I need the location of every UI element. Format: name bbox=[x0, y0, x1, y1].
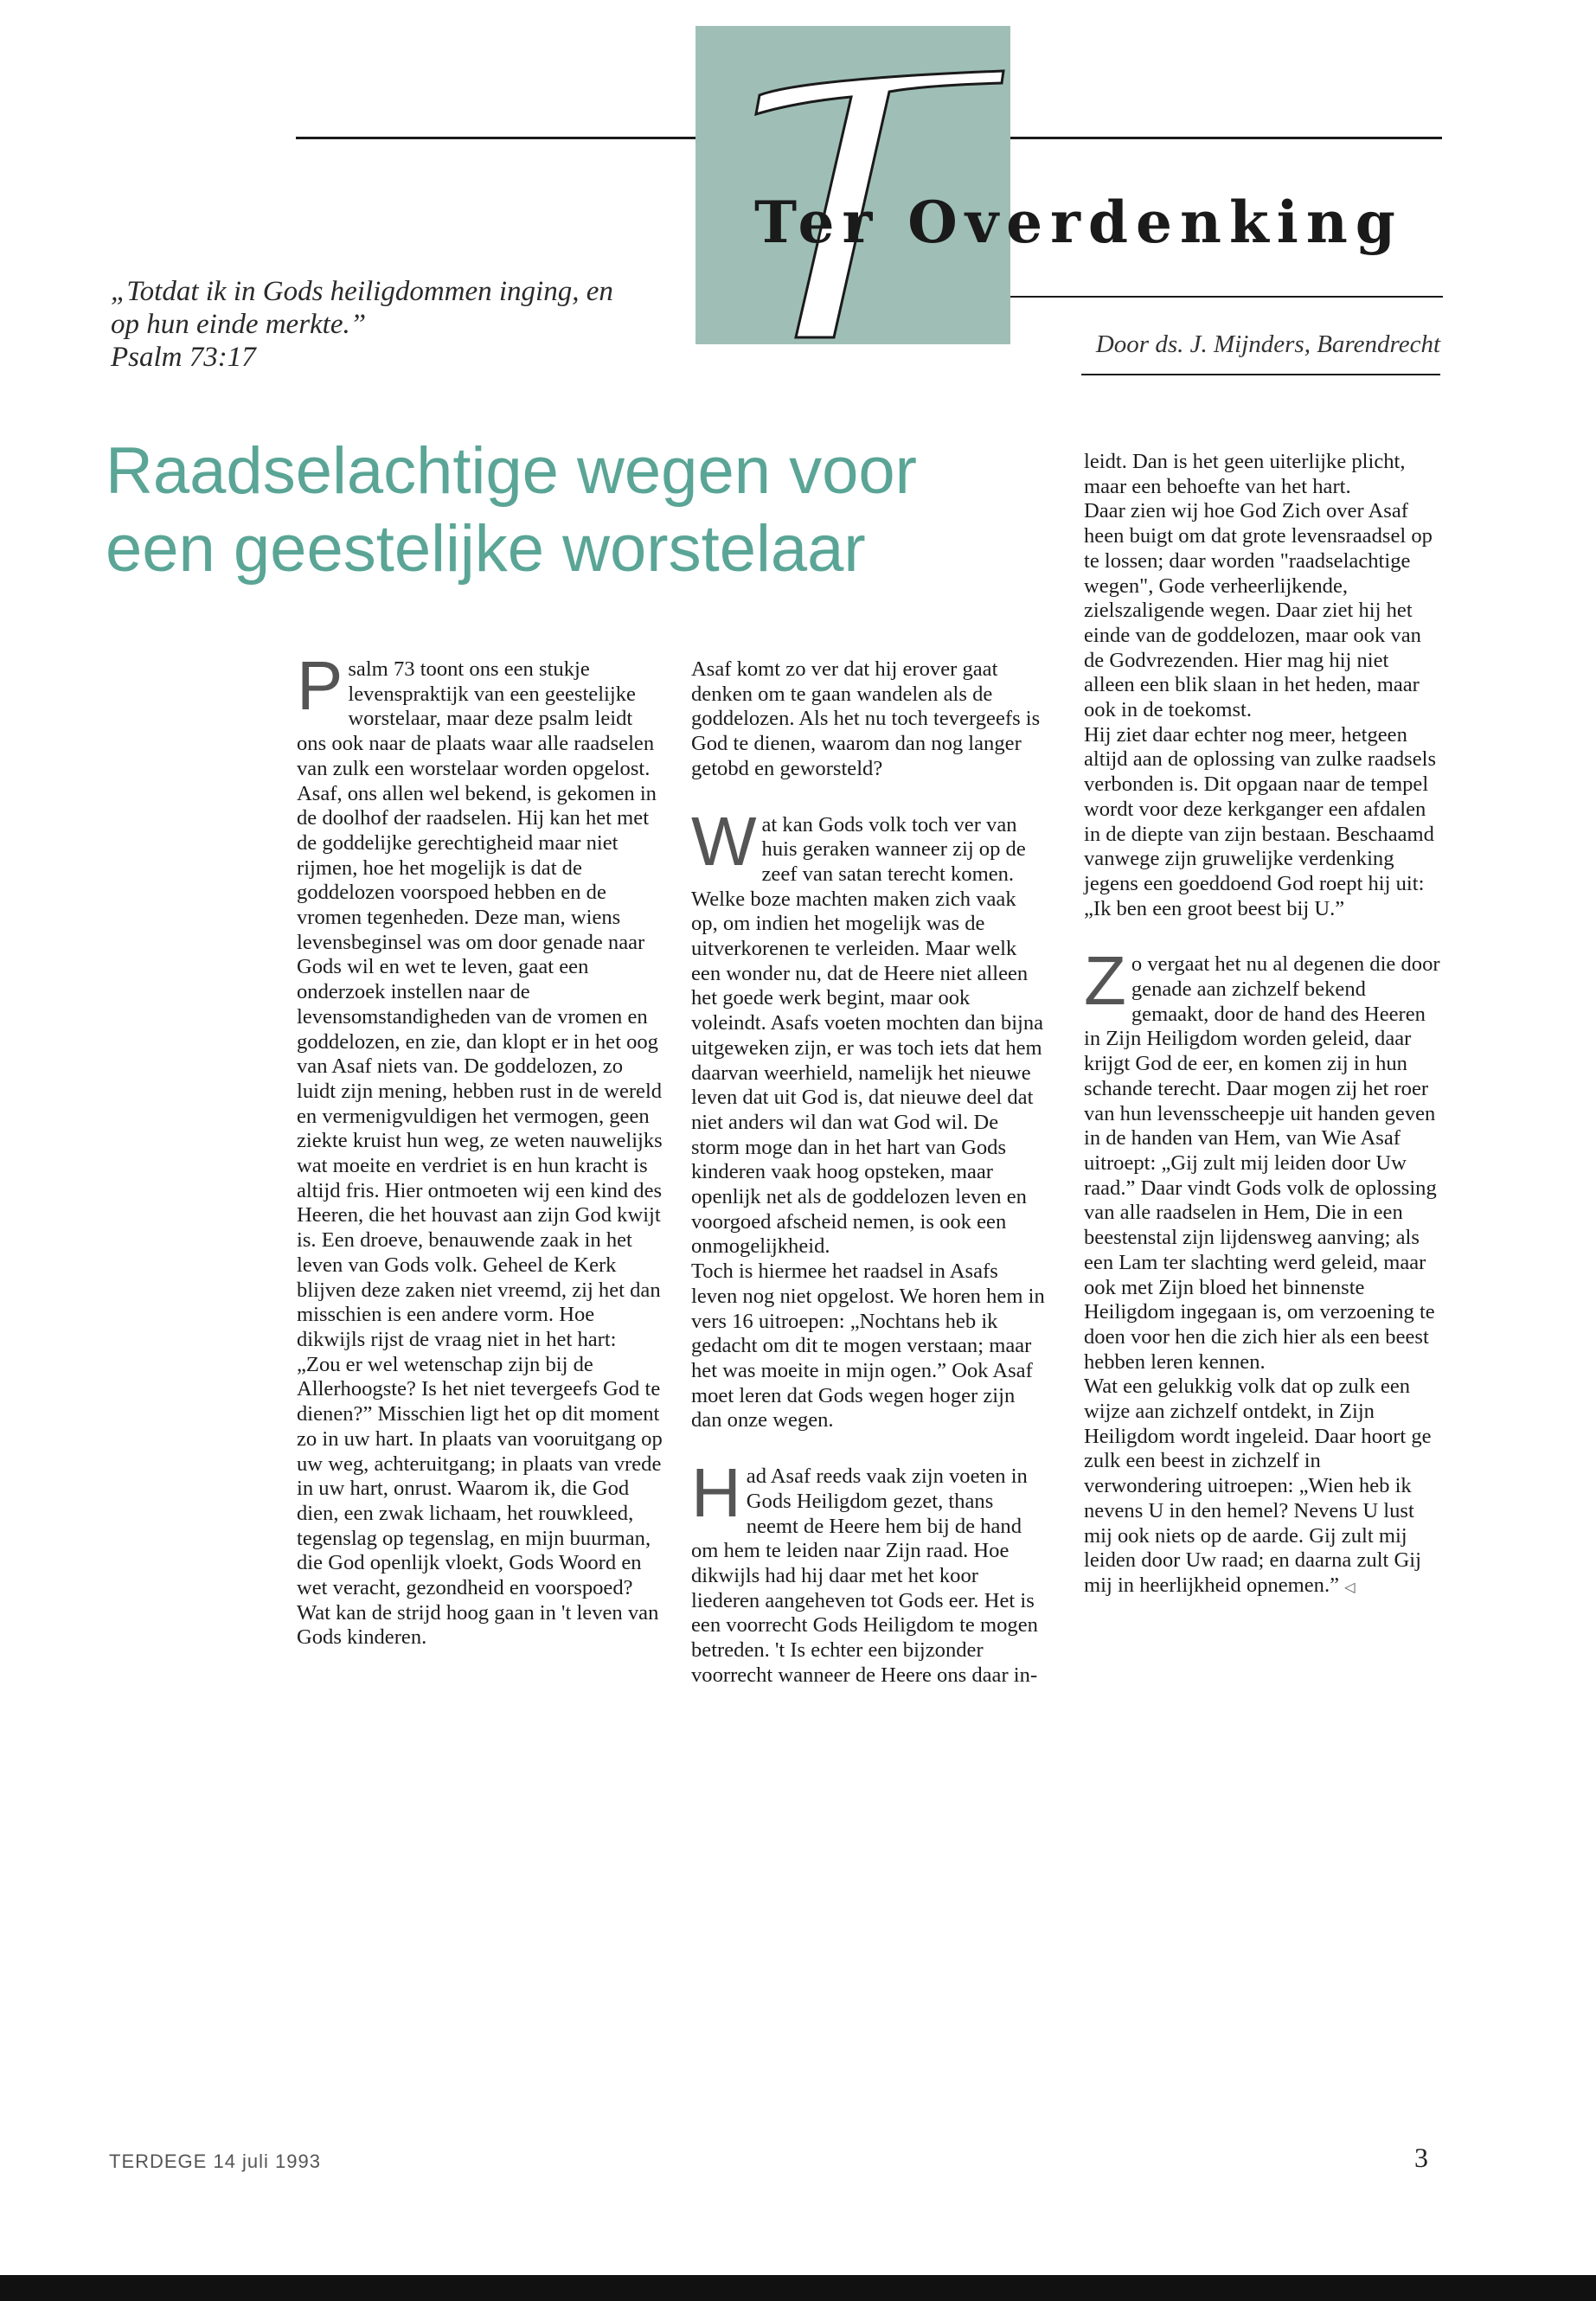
paragraph: Psalm 73 toont ons een stukje levenspraktijk van een geestelijke worstelaar, maar deze psalm leidt ons ook naar de plaats waar alle raadselen van zulk een worstelaar worden opgelost. Asaf, ons allen wel bekend, is gekomen in de doolhof der raadselen. Hij kan het met de goddelijke gerechtigheid maar niet rijmen, hoe het mogelijk is dat de goddelozen voorspoed hebben en de vromen tegenheden. Deze man, wiens levensbeginsel was om door genade naar Gods wil en wet te leven, gaat een onderzoek instellen naar de levensomstandigheden van de vromen en goddelozen, en zie, dan klopt er in het oog van Asaf niets van. De goddelozen, zo luidt zijn mening, hebben rust in de wereld en vermenigvuldigen het vermogen, geen ziekte kruist hun weg, ze weten nauwelijks wat moeite en verdriet is en hun kracht is altijd fris. Hier ontmoeten wij een kind des Heeren, die het houvast aan zijn God kwijt is. Een droeve, benauwende zaak in het leven van Gods volk. Geheel de Kerk blijven deze zaken niet vreemd, zij het dan misschien is een andere vorm. Hoe dikwijls rijst de vraag niet in het hart: „Zou er wel wetenschap zijn bij de Allerhoogste? Is het niet tevergeefs God te dienen?” Misschien ligt het op dit moment zo in uw hart. In plaats van vooruitgang op uw weg, achteruitgang; in plaats van vrede in uw hart, onrust. Waarom ik, die God dien, een zwak lichaam, het rouwkleed, tegenslag op tegenslag, en mijn buurman, die God openlijk vloekt, Gods Woord en wet veracht, gezondheid en voorspoed? Wat kan de strijd hoog gaan in 't leven van Gods kinderen. bbox=[297, 647, 663, 1650]
article-column-1 bbox=[297, 647, 664, 1650]
epigraph-quote: „Totdat ik in Gods heiligdommen inging, en op hun einde merkte.” bbox=[111, 276, 613, 340]
paragraph: Had Asaf reeds vaak zijn voeten in Gods Heiligdom gezet, thans neemt de Heere hem bij de hand om hem te leiden naar Zijn raad. Hoe dikwijls had hij daar met het koor liederen aangeheven tot Gods eer. Het is een voorrecht Gods Heiligdom te mogen betreden. 't Is echter een bijzonder voorrecht wanneer de Heere ons daar in- bbox=[691, 1454, 1038, 1687]
paragraph: leidt. Dan is het geen uiterlijke plicht, maar een behoefte van het hart. bbox=[1084, 450, 1406, 498]
footer-publication: TERDEGE 14 juli 1993 bbox=[109, 2150, 321, 2172]
paragraph: Asaf komt zo ver dat hij erover gaat denken om te gaan wandelen als de goddelozen. Als het nu toch tevergeefs is God te dienen, waarom dan nog langer getobd en geworsteld? bbox=[691, 657, 1041, 780]
drop-cap: H bbox=[691, 1454, 741, 1532]
paragraph: Daar zien wij hoe God Zich over Asaf heen buigt om dat grote levensraadsel op te lossen; daar worden "raadselachtige wegen", Gode verheerlijkende, zielszaligende wegen. Daar ziet hij het einde van de goddelozen, maar ook van de Godvrezenden. Hier mag hij niet alleen een blik slaan in het heden, maar ook in de toekomst. bbox=[1084, 499, 1433, 722]
headline-line-1: Raadselachtige wegen voor bbox=[106, 434, 917, 508]
bottom-scan-edge bbox=[0, 2275, 1596, 2301]
paragraph: Wat kan Gods volk toch ver van huis geraken wanneer zij op de zeef van satan terecht komen. Welke boze machten maken zich vaak op, om indien het mogelijk was de uitverkorenen te verleiden. Maar welk een wonder nu, dat de Heere niet alleen het goede werk begint, maar ook voleindt. Asafs voeten mochten dan bijna uitgeweken zijn, er was toch iets dat hem daarvan weerhield, namelijk het nieuwe leven dat uit God is, dat nieuwe deel dat niet anders wil dan wat God wil. De storm moge dan in het hart van Gods kinderen vaak hoog opsteken, maar openlijk net als de goddelozen leven en voorgoed afscheid nemen, is ook een onmogelijkheid. bbox=[691, 802, 1044, 1259]
section-title: Ter Overdenking bbox=[754, 189, 1403, 256]
paragraph: Hij ziet daar echter nog meer, hetgeen altijd aan de oplossing van zulke raadsels verbonden is. Dit opgaan naar de tempel wordt voor deze kerkganger een afdalen in de diepte van zijn bestaan. Beschaamd vanwege zijn gruwelijke verdenking jegens een goeddoend God roept hij uit: „Ik ben een groot beest bij U.” bbox=[1084, 722, 1437, 920]
page-number: 3 bbox=[1414, 2142, 1428, 2173]
end-mark-icon: ◁ bbox=[1344, 1580, 1356, 1595]
epigraph bbox=[111, 275, 621, 374]
byline-rule bbox=[1081, 374, 1440, 375]
headline-line-2: een geestelijke worstelaar bbox=[106, 512, 866, 586]
drop-cap: Z bbox=[1084, 942, 1126, 1020]
header-rule-bottom bbox=[1010, 296, 1443, 298]
byline: Door ds. J. Mijnders, Barendrecht bbox=[1095, 330, 1440, 358]
paragraph: Zo vergaat het nu al degenen die door genade aan zichzelf bekend gemaakt, door de hand des Heeren in Zijn Heiligdom worden geleid, daar krijgt God de eer, en komen zij in hun schande terecht. Daar mogen zij het roer van hun levensscheepje uit handen geven in de handen van Hem, van Wie Asaf uitroept: „Gij zult mij leiden door Uw raad.” Daar vindt Gods volk de oplossing van alle raadselen in Hem, Die in een beestenstal zijn lijdensweg aanving; als een Lam ter slachting werd geleid, maar ook met Zijn bloed het binnenste Heiligdom ingegaan is, om verzoening te doen voor hen die zich hier als een beest hebben leren kennen. bbox=[1084, 942, 1440, 1374]
epigraph-reference: Psalm 73:17 bbox=[111, 342, 256, 373]
paragraph: Wat een gelukkig volk dat op zulk een wijze aan zichzelf ontdekt, in Zijn Heiligdom wordt ingeleid. Daar hoort ge zulk een beest in zichzelf in verwondering uitroepen: „Wien heb ik nevens U in den hemel? Nevens U lust mij ook niets op de aarde. Gij zult mij leiden door Uw raad; en daarna zult Gij mij in heerlijkheid opnemen.” ◁ bbox=[1084, 1375, 1432, 1597]
headline bbox=[106, 433, 1040, 588]
article-column-3 bbox=[1084, 450, 1443, 1601]
drop-cap: P bbox=[297, 647, 343, 724]
article-column-2 bbox=[691, 657, 1046, 1688]
paragraph: Toch is hiermee het raadsel in Asafs leven nog niet opgelost. We horen hem in vers 16 uitroepen: „Nochtans heb ik gedacht om dit te mogen verstaan; maar het was moeite in mijn ogen.” Ook Asaf moet leren dat Gods wegen hoger zijn dan onze wegen. bbox=[691, 1259, 1045, 1433]
drop-cap: W bbox=[691, 802, 757, 880]
